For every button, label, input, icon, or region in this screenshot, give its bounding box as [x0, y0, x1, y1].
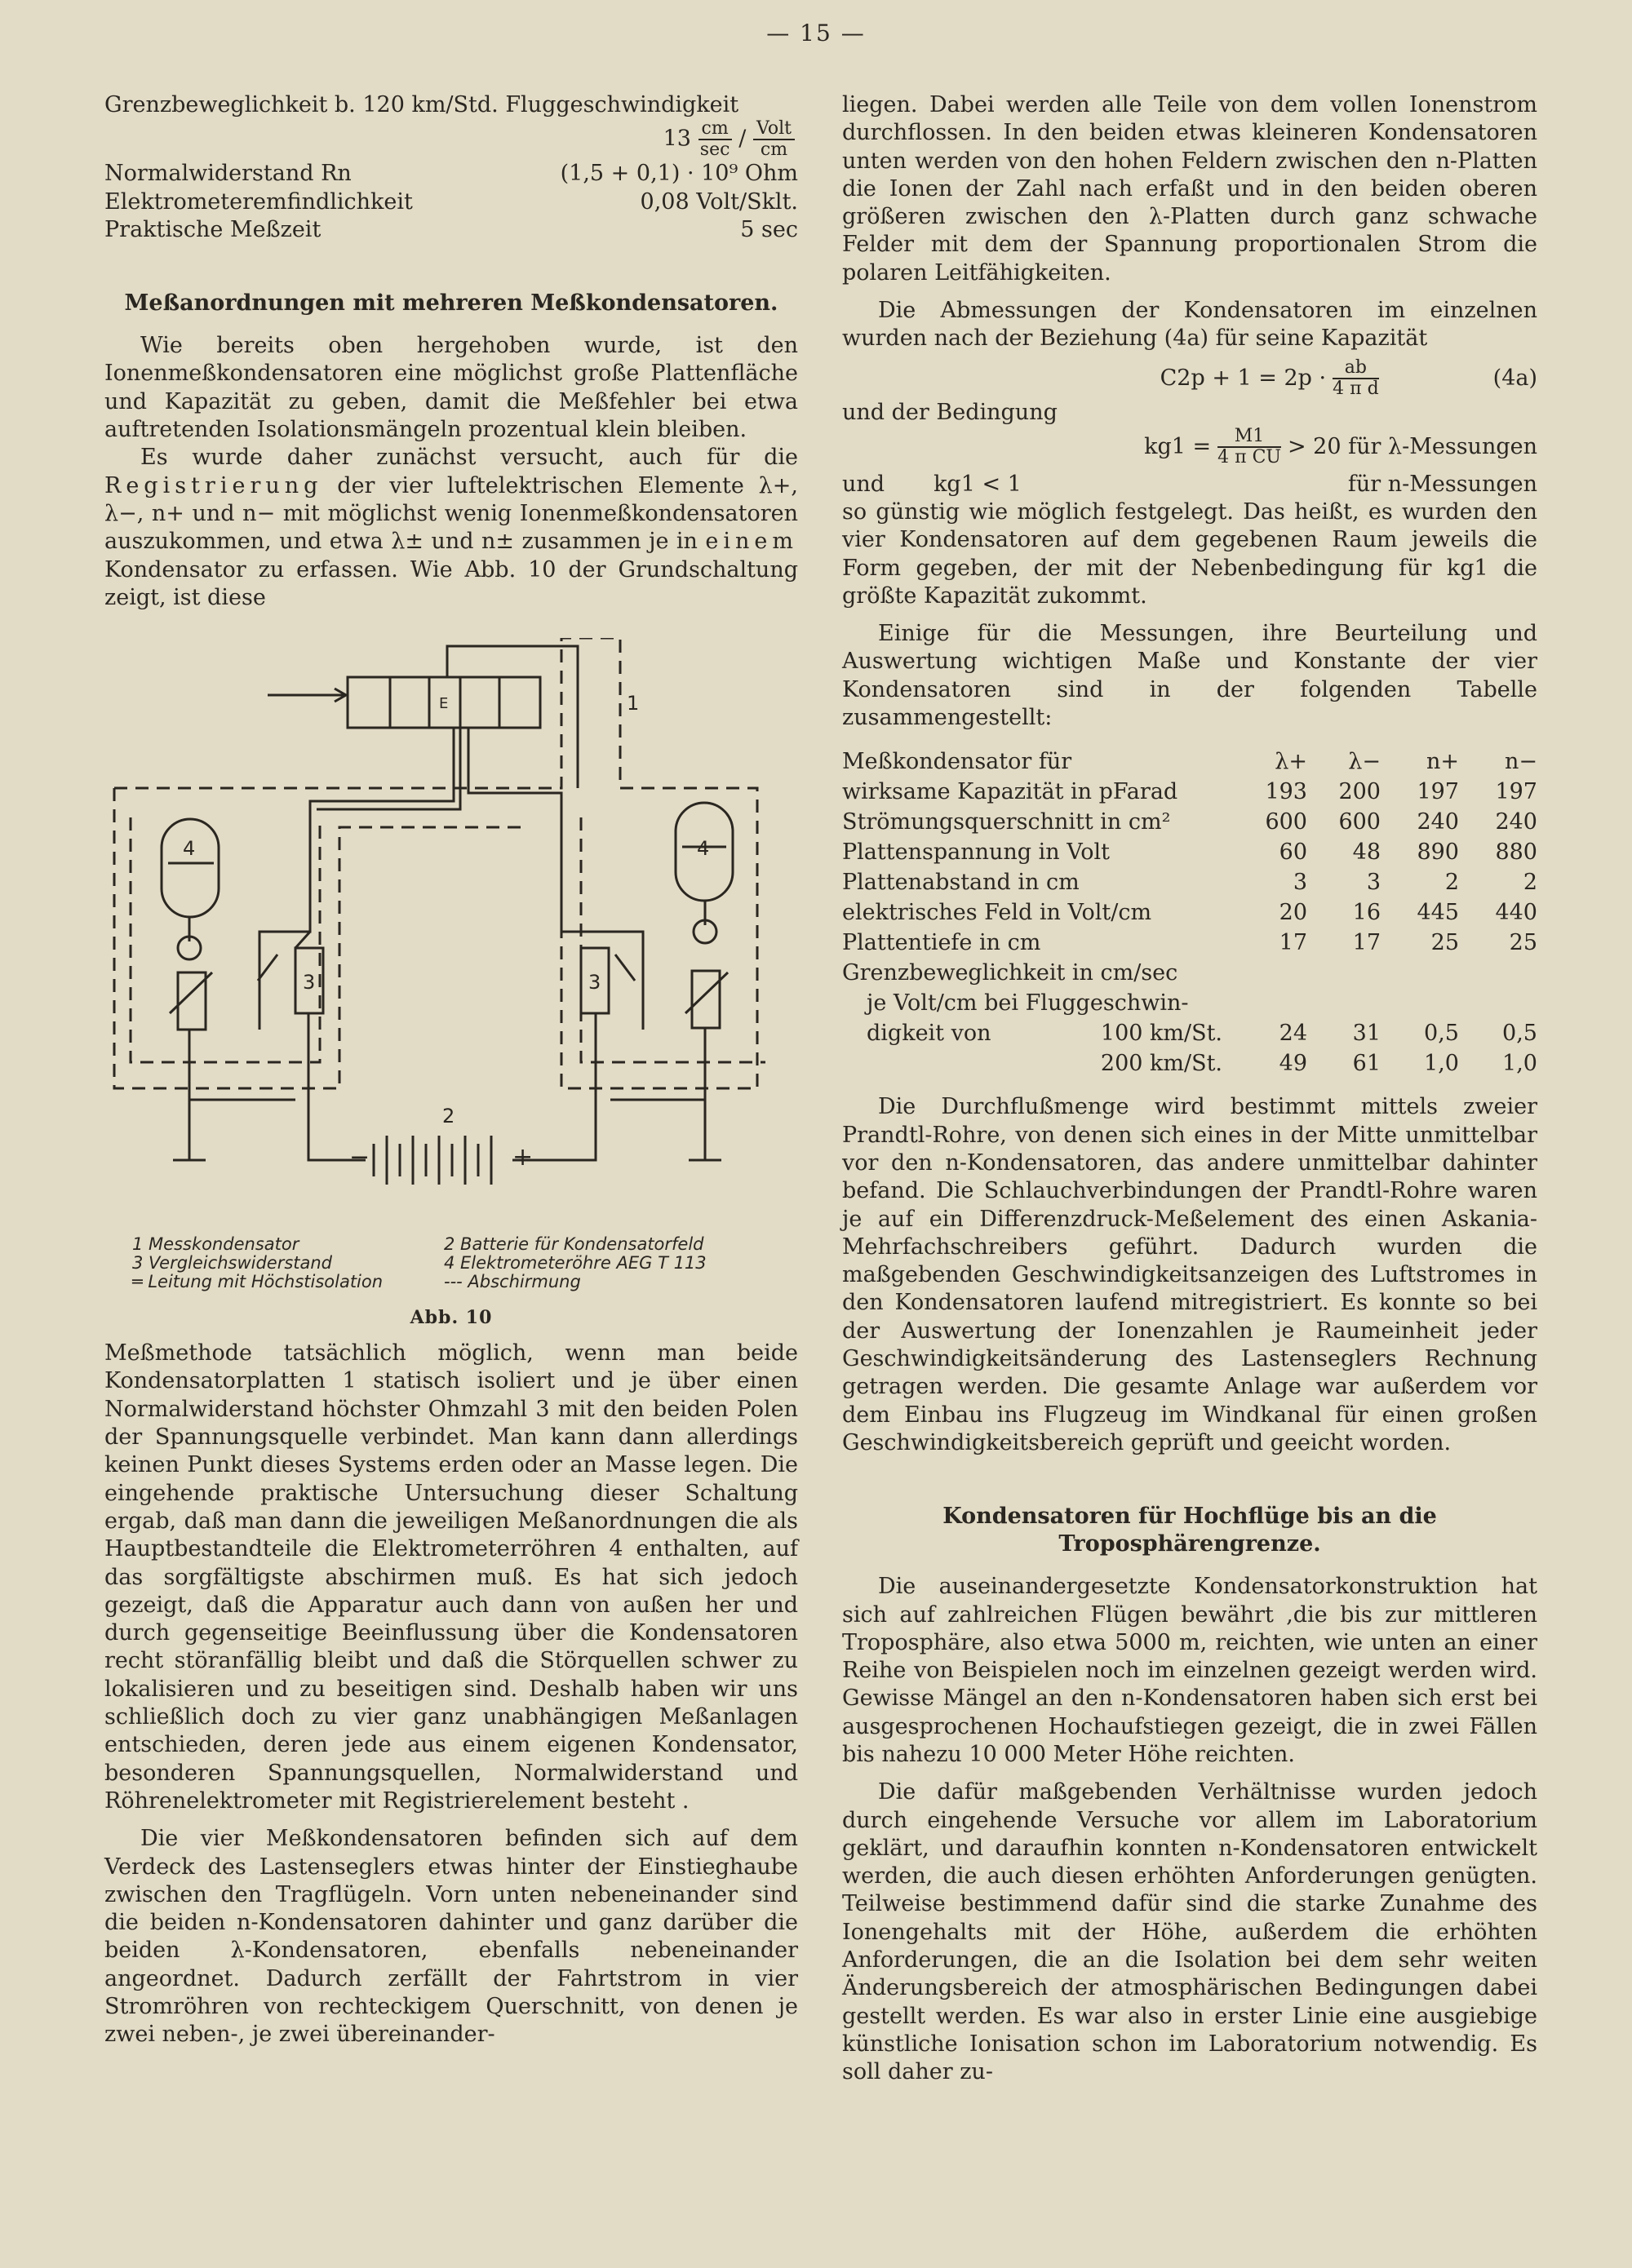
- spec-row: [104, 216, 798, 244]
- label-4: 4: [183, 837, 196, 861]
- table-cell: elektrisches Feld in Volt/cm: [842, 900, 1152, 926]
- table-cell: 25: [1430, 930, 1459, 956]
- formula-lhs: kg1 =: [1144, 433, 1212, 459]
- paragraph: Meßmethode tatsächlich möglich, wenn man beide Kondensatorplatten 1 statisch isoliert und je über einen Normalwiderstand höchster Ohmzahl 3 mit den beiden Polen der Spannungsquelle verbindet. Man kann dann allerdings keinen Punkt dieses Systems erden oder an Masse legen. Die eingehende praktische Untersuchung dieser Schaltung ergab, daß man dann die jeweiligen Meßanordnungen die als Hauptbestandteile die Elektrometerröhren 4 enthalten, auf das sorgfältigste abschirmen muß. Es hat sich jedoch gezeigt, daß die Apparatur auch dann von außen her und durch gegenseitige Beeinflussung über die Kondensatoren recht störanfällig bleibt und daß die Störquellen schwer zu lokalisieren und zu beseitigen sind. Deshalb haben wir uns schließlich doch zu vier ganz unabhängigen Meßanlagen entschieden, deren jede aus einem eigenen Kondensator, besonderen Spannungsquellen, Normalwiderstand und Röhrenelektrometer mit Registrierelement besteht .: [104, 1340, 798, 1814]
- table-cell: 20: [1279, 900, 1307, 926]
- right-column: [842, 91, 1537, 2087]
- legend-item: 4 Elektrometeröhre AEG T 113: [444, 1253, 707, 1274]
- text-run: der vier luftelektrischen Elemente λ+, λ−, n+ und n− mit möglichst wenig Ionenmeßkondensatoren auszukommen, und etwa λ± und n± zusammen je in: [104, 472, 798, 555]
- label-minus: −: [349, 1143, 370, 1172]
- table-header: Meßkondensator für: [842, 749, 1072, 775]
- spec-value: (1,5 + 0,1) · 10⁹ Ohm: [560, 161, 798, 187]
- table-cell: 240: [1495, 809, 1537, 835]
- formula-lhs: C2p + 1 = 2p ·: [1160, 365, 1327, 391]
- table-cell: 440: [1495, 900, 1537, 926]
- table-cell: 3: [1293, 870, 1307, 896]
- paragraph: liegen. Dabei werden alle Teile von dem vollen Ionenstrom durchflossen. In den beiden etwas kleineren Kondensatoren unten werden von den hohen Feldern zwischen den n-Platten die Ionen der Zahl nach erfaßt und in den beiden oberen größeren zwischen den λ-Platten durch ganz schwache Felder mit dem der Spannung proportionalen Strom die polaren Leitfähigkeiten.: [842, 92, 1537, 286]
- table-cell: 445: [1417, 900, 1459, 926]
- table-cell: 16: [1352, 900, 1381, 926]
- spec-fraction-a: [698, 119, 732, 160]
- table-cell: 17: [1352, 930, 1381, 956]
- table-cell-speed: 100 km/St.: [1100, 1021, 1222, 1047]
- section-heading: Kondensatoren für Hochflüge bis an die Troposphärengrenze.: [942, 1504, 1437, 1557]
- legend-item: 2 Batterie für Kondensatorfeld: [444, 1234, 704, 1255]
- legend-item: --- Abschirmung: [444, 1272, 581, 1292]
- table-cell: 600: [1338, 809, 1381, 835]
- table-row: [842, 958, 1537, 988]
- left-column: [104, 91, 798, 2049]
- frac-b-num: Volt: [753, 119, 795, 140]
- table-row: [842, 928, 1537, 958]
- table-cell: Plattenabstand in cm: [842, 870, 1080, 896]
- formula-rhs: > 20 für λ-Messungen: [1287, 433, 1537, 459]
- table-cell: Plattentiefe in cm: [842, 930, 1041, 956]
- legend-item: 3 Vergleichswiderstand: [132, 1253, 333, 1274]
- electrometer-tube-left: [162, 819, 219, 917]
- spec-intro-line: [104, 91, 798, 119]
- page-number: — 15 —: [766, 20, 866, 47]
- table-header: n+: [1426, 749, 1459, 775]
- spec-unit-line: [104, 119, 798, 160]
- paragraph: so günstig wie möglich festgelegt. Das heißt, es wurden den vier Kondensatoren auf dem gegebenen Raum jeweils die Form gegeben, der mit der Nebenbedingung für kg1 die größte Kapazität zukommt.: [842, 498, 1537, 609]
- formula-num: ab: [1333, 358, 1379, 379]
- formula-lead: und: [842, 471, 885, 497]
- table-row: [842, 777, 1537, 807]
- table-cell: 2: [1444, 870, 1459, 896]
- paragraph: und der Bedingung: [842, 399, 1058, 425]
- spec-row: [104, 160, 798, 188]
- section-heading: Meßanordnungen mit mehreren Meßkondensatoren.: [124, 290, 778, 317]
- paragraph: [104, 444, 798, 612]
- formula-den: 4 π d: [1333, 378, 1379, 399]
- legend-right: [444, 1235, 707, 1291]
- frac-separator: /: [738, 126, 747, 152]
- table-row: [842, 837, 1537, 867]
- table-cell: 2: [1523, 870, 1537, 896]
- paragraph: Die Abmessungen der Kondensatoren im einzelnen wurden nach der Beziehung (4a) für seine Kapazität: [842, 298, 1537, 352]
- paragraph: Einige für die Messungen, ihre Beurteilung und Auswertung wichtigen Maße und Konstante der vier Kondensatoren sind in der folgenden Tabelle zusammengestellt:: [842, 621, 1537, 731]
- table-row: [842, 988, 1537, 1018]
- formula-rhs: für n-Messungen: [1347, 471, 1537, 497]
- table-cell: 25: [1509, 930, 1537, 956]
- table-cell: 200: [1338, 779, 1381, 805]
- table-cell: 193: [1265, 779, 1307, 805]
- table-cell: [842, 1018, 1234, 1048]
- shield-line: [581, 817, 765, 1062]
- formula-fraction: [1333, 358, 1379, 399]
- label-e: E: [439, 695, 449, 713]
- table-row: [842, 807, 1537, 837]
- label-2: 2: [442, 1105, 455, 1128]
- label-plus: +: [512, 1143, 534, 1172]
- shield-line: [114, 788, 529, 1088]
- table-cell: 48: [1352, 839, 1381, 866]
- legend-item: ═ Leitung mit Höchstisolation: [132, 1272, 384, 1292]
- table-cell: Plattenspannung in Volt: [842, 839, 1110, 866]
- table-header: λ+: [1275, 749, 1307, 775]
- spaced-text: Registrierung: [104, 472, 323, 498]
- spec-value: 5 sec: [740, 216, 798, 242]
- spec-label: Elektrometeremfindlichkeit: [104, 188, 413, 215]
- table-cell: 49: [1279, 1051, 1307, 1077]
- table-cell: 197: [1495, 779, 1537, 805]
- label-1: 1: [627, 692, 640, 715]
- label-4: 4: [697, 837, 710, 861]
- table-cell-text: digkeit von: [867, 1021, 991, 1047]
- spaced-text: einem: [705, 529, 799, 555]
- table-cell: Strömungsquerschnitt in cm²: [842, 809, 1171, 835]
- spec-intro: Grenzbeweglichkeit b. 120 km/Std. Fluggeschwindigkeit: [104, 92, 739, 117]
- figure-caption: Abb. 10: [410, 1307, 493, 1329]
- frac-a-num: cm: [698, 119, 732, 140]
- shield-line: [561, 827, 757, 1088]
- text-run: Kondensator zu erfassen. Wie Abb. 10 der Grundschaltung zeigt, ist diese: [104, 556, 798, 610]
- shield-line: [131, 817, 320, 1062]
- table-cell: 31: [1352, 1021, 1381, 1047]
- formula-tag: (4a): [1492, 365, 1537, 391]
- table-cell: 61: [1352, 1051, 1381, 1077]
- table-row: [842, 897, 1537, 928]
- table-cell: 0,5: [1424, 1021, 1459, 1047]
- table-header: n−: [1504, 749, 1537, 775]
- table-header-row: [842, 746, 1537, 777]
- formula-4a: [842, 358, 1537, 399]
- legend-left: [132, 1235, 383, 1291]
- table-cell: 3: [1366, 870, 1381, 896]
- spec-fraction-b: [753, 119, 795, 160]
- table-cell: 200 km/St.: [1100, 1051, 1222, 1077]
- paragraph: Die Durchflußmenge wird bestimmt mittels zweier Prandtl-Rohre, von denen sich eines in der Mitte unmittelbar vor den n-Kondensatoren, das andere unmittelbar dahinter befand. Die Schlauchverbindungen der Prandtl-Rohre waren je auf ein Differenzdruck-Meßelement des einen Askania-Mehrfachschreibers geführt. Dadurch wurden die maßgebenden Geschwindigkeitsanzeigen des Luftstromes in den Kondensatoren laufend mitregistriert. Es konnte so bei der Auswertung der Ionenzahlen je Raumeinheit jeder Geschwindigkeitsänderung des Lastenseglers Rechnung getragen werden. Die gesamte Anlage war außerdem vor dem Einbau ins Flugzeug im Windkanal für einen großen Geschwindigkeitsbereich geprüft und geeicht worden.: [842, 1094, 1537, 1455]
- table-cell: 890: [1417, 839, 1459, 866]
- paragraph: Die dafür maßgebenden Verhältnisse wurden jedoch durch eingehende Versuche vor allem im Laboratorium geklärt, und daraufhin konnten n-Kondensatoren entwickelt werden, die auch diesen erhöhten Anforderungen genügten. Teilweise bestimmend dafür sind die starke Zunahme des Ionengehalts mit der Höhe, außerdem die erhöhten Anforderungen, die an die Isolation bei dem sehr weiten Änderungsbereich der atmosphärischen Bedingungen dabei gestellt werden. Es war also in erster Linie eine ausgiebige künstliche Ionisation schon im Laboratorium notwendig. Es soll daher zu-: [842, 1779, 1537, 2085]
- table-cell: 0,5: [1502, 1021, 1537, 1047]
- spec-value: 13: [663, 126, 691, 152]
- circuit-figure: [104, 638, 798, 1340]
- legend-item: 1 Messkondensator: [132, 1234, 299, 1255]
- frac-a-den: sec: [699, 140, 730, 161]
- label-3: 3: [588, 971, 601, 994]
- table-row: [842, 1048, 1537, 1079]
- spec-row: [104, 188, 798, 216]
- text-run: Es wurde daher zunächst versucht, auch für die: [140, 445, 798, 471]
- table-cell: 1,0: [1502, 1051, 1537, 1077]
- paragraph: Wie bereits oben hergehoben wurde, ist den Ionenmeßkondensatoren eine möglichst große Plattenfläche und Kapazität zu geben, damit die Meßfehler bei etwa auftretenden Isolationsmängeln prozentual klein bleiben.: [104, 333, 798, 443]
- formula-kg1: [842, 427, 1537, 467]
- table-cell: 600: [1265, 809, 1307, 835]
- formula-fraction: [1217, 427, 1281, 467]
- formula-expr: kg1 < 1: [934, 471, 1022, 497]
- table-cell: 1,0: [1424, 1051, 1459, 1077]
- table-cell: 880: [1495, 839, 1537, 866]
- spec-value: 0,08 Volt/Sklt.: [640, 188, 798, 215]
- formula-den: 4 π CU: [1217, 446, 1281, 467]
- formula-und: [842, 471, 1537, 498]
- table-cell: 240: [1417, 809, 1459, 835]
- paragraph: Die auseinandergesetzte Kondensatorkonstruktion hat sich auf zahlreichen Flügen bewährt ,die bis zur mittleren Troposphäre, also etwa 5000 m, reichten, wie unten an einer Reihe von Beispielen noch im einzelnen gezeigt werden wird. Gewisse Mängel an den n-Kondensatoren haben sich erst bei ausgesprochenen Hochaufstiegen gezeigt, die in zwei Fällen bis nahezu 10 000 Meter Höhe reichten.: [842, 1574, 1537, 1767]
- paragraph: Die vier Meßkondensatoren befinden sich auf dem Verdeck des Lastenseglers etwas hinter der Einstieghaube zwischen den Tragflügeln. Vorn unten nebeneinander sind die beiden n-Kondensatoren dahinter und ganz darüber die beiden λ-Kondensatoren, ebenfalls nebeneinander angeordnet. Dadurch zerfällt der Fahrtstrom in vier Stromröhren von rechteckigem Querschnitt, von denen je zwei neben-, je zwei übereinander-: [104, 1826, 798, 2048]
- spec-label: Praktische Meßzeit: [104, 216, 322, 242]
- spec-label: Normalwiderstand Rn: [104, 161, 352, 187]
- table-cell: je Volt/cm bei Fluggeschwin-: [867, 990, 1189, 1017]
- table-cell: 60: [1279, 839, 1307, 866]
- table-row: [842, 867, 1537, 897]
- formula-num: M1: [1217, 427, 1281, 448]
- shield-line: [114, 638, 757, 883]
- table-row: [842, 1018, 1537, 1048]
- dimensions-table: [842, 746, 1537, 1079]
- table-cell: 197: [1417, 779, 1459, 805]
- table-cell: wirksame Kapazität in pFarad: [842, 779, 1178, 805]
- table-cell: Grenzbeweglichkeit in cm/sec: [842, 960, 1178, 986]
- table-header: λ−: [1348, 749, 1381, 775]
- table-cell: 24: [1279, 1021, 1307, 1047]
- resistor-right: [692, 971, 720, 1028]
- label-3: 3: [303, 971, 316, 994]
- frac-b-den: cm: [760, 140, 788, 161]
- table-cell: 17: [1279, 930, 1307, 956]
